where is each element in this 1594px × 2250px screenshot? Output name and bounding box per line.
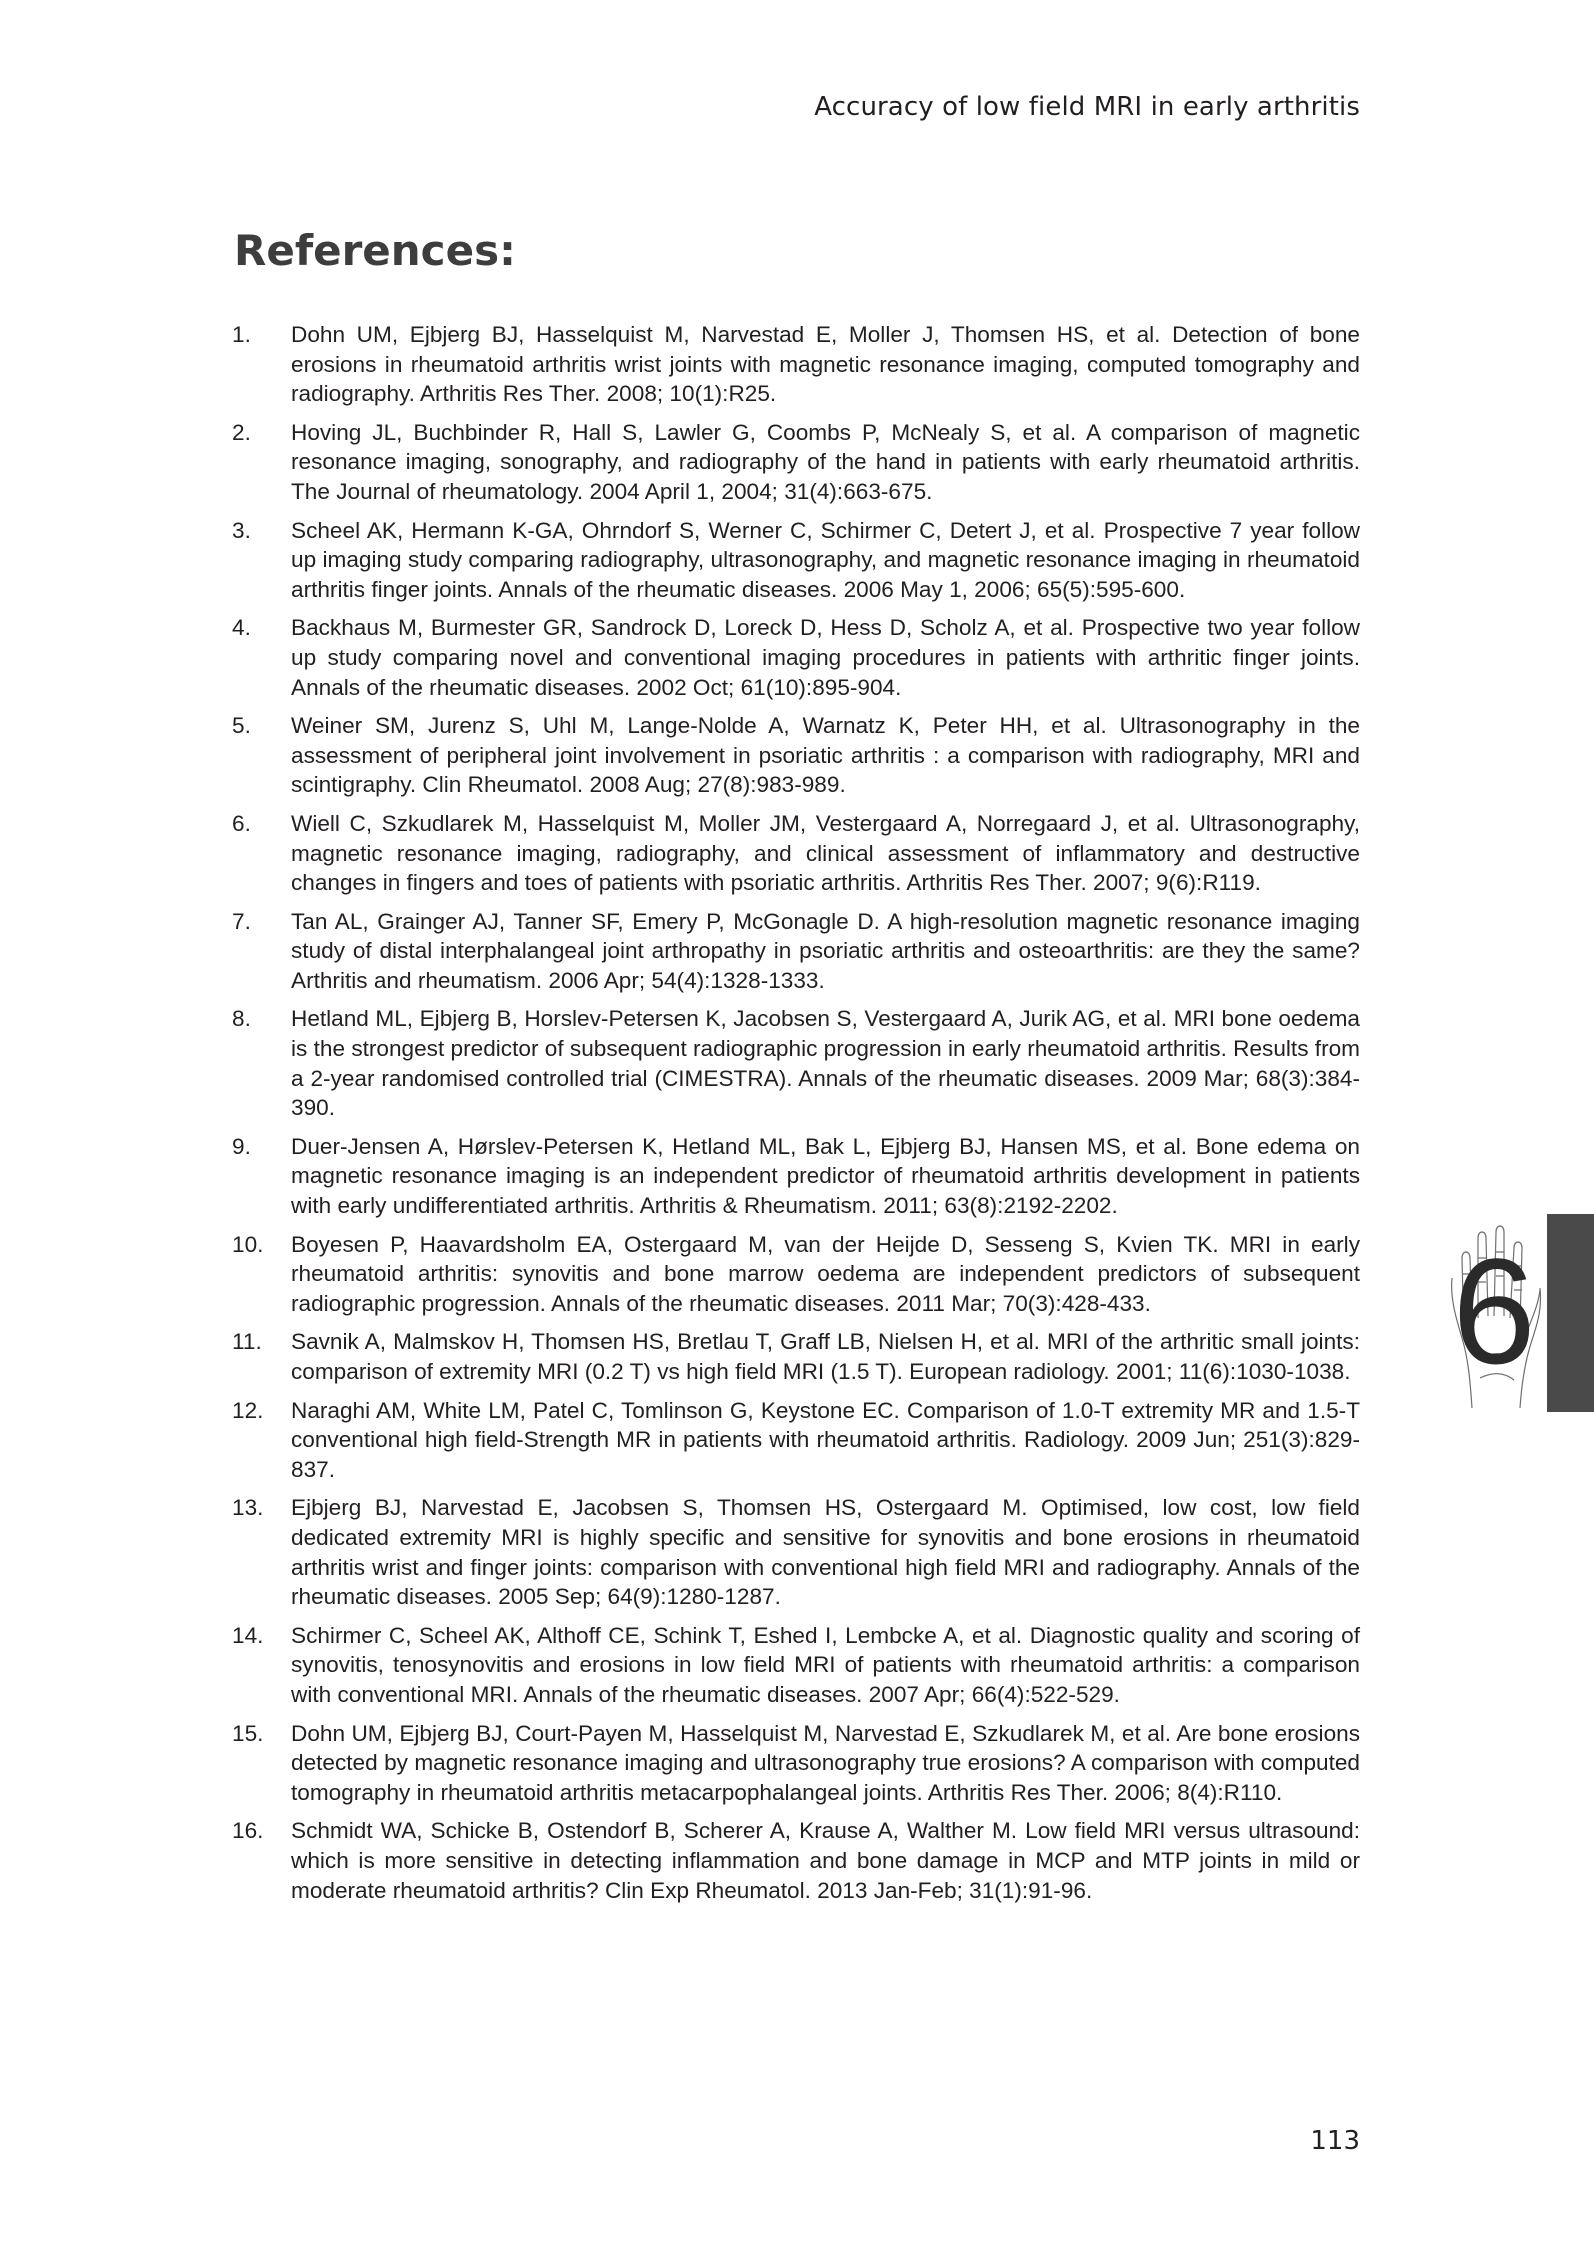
chapter-tab: [1547, 1214, 1594, 1412]
reference-text: Dohn UM, Ejbjerg BJ, Hasselquist M, Narvestad E, Moller J, Thomsen HS, et al. Detection of bone erosions in rheumatoid arthritis wrist joints with magnetic resonance imaging, computed tomography and radiography. Arthritis Res Ther. 2008; 10(1):R25.: [291, 322, 1360, 407]
reference-number: 8.: [232, 1006, 251, 1032]
reference-text: Hoving JL, Buchbinder R, Hall S, Lawler G, Coombs P, McNealy S, et al. A comparison of magnetic resonance imaging, sonography, and radiography of the hand in patients with early rheumatoid arthritis. The Journal of rheumatology. 2004 April 1, 2004; 31(4):663-675.: [291, 419, 1360, 504]
reference-number: 2.: [232, 419, 251, 445]
reference-number: 9.: [232, 1133, 251, 1159]
reference-item: [232, 320, 1360, 409]
reference-item: [232, 418, 1360, 507]
reference-text: Wiell C, Szkudlarek M, Hasselquist M, Moller JM, Vestergaard A, Norregaard J, et al. Ultrasonography, magnetic resonance imaging, radiography, and clinical assessment of inflammatory and destructive changes in fingers and toes of patients with psoriatic arthritis. Arthritis Res Ther. 2007; 9(6):R119.: [291, 810, 1360, 896]
reference-item: [232, 613, 1360, 702]
reference-list: [232, 320, 1360, 1914]
reference-text: Savnik A, Malmskov H, Thomsen HS, Bretlau T, Graff LB, Nielsen H, et al. MRI of the arthritic small joints: comparison of extremity MRI (0.2 T) vs high field MRI (1.5 T). European radiology. 2001; 11(6):1030-1038.: [291, 1329, 1360, 1384]
reference-item: [232, 1396, 1360, 1485]
reference-text: Naraghi AM, White LM, Patel C, Tomlinson G, Keystone EC. Comparison of 1.0-T extremity MR and 1.5-T conventional high field-Strength MR in patients with rheumatoid arthritis. Radiology. 2009 Jun; 251(3):829-837.: [291, 1397, 1360, 1482]
reference-item: [232, 1327, 1360, 1386]
reference-number: 5.: [232, 713, 251, 739]
reference-text: Ejbjerg BJ, Narvestad E, Jacobsen S, Thomsen HS, Ostergaard M. Optimised, low cost, low field dedicated extremity MRI is highly specific and sensitive for synovitis and bone erosions in rheumatoid arthritis wrist and finger joints: comparison with conventional high field MRI and radiography. Annals of the rheumatic diseases. 2005 Sep; 64(9):1280-1287.: [291, 1495, 1360, 1610]
reference-item: [232, 1230, 1360, 1319]
reference-number: 12.: [232, 1397, 264, 1423]
reference-item: [232, 711, 1360, 800]
reference-item: [232, 1621, 1360, 1710]
reference-text: Weiner SM, Jurenz S, Uhl M, Lange-Nolde A, Warnatz K, Peter HH, et al. Ultrasonography in the assessment of peripheral joint involvement in psoriatic arthritis : a comparison with radiography, MRI and scintigraphy. Clin Rheumatol. 2008 Aug; 27(8):983-989.: [291, 713, 1360, 798]
reference-item: [232, 1816, 1360, 1905]
reference-number: 3.: [232, 517, 251, 543]
reference-text: Backhaus M, Burmester GR, Sandrock D, Loreck D, Hess D, Scholz A, et al. Prospective two year follow up study comparing novel and conventional imaging procedures in patients with arthritic finger joints. Annals of the rheumatic diseases. 2002 Oct; 61(10):895-904.: [291, 615, 1360, 700]
reference-number: 7.: [232, 908, 251, 934]
reference-number: 15.: [232, 1720, 264, 1746]
page-number: 113: [1310, 2126, 1360, 2156]
reference-item: [232, 809, 1360, 898]
reference-item: [232, 1719, 1360, 1808]
reference-number: 16.: [232, 1818, 264, 1844]
reference-item: [232, 1004, 1360, 1122]
reference-text: Dohn UM, Ejbjerg BJ, Court-Payen M, Hasselquist M, Narvestad E, Szkudlarek M, et al. Are bone erosions detected by magnetic resonance imaging and ultrasonography true erosions? A comparison with computed tomography in rheumatoid arthritis metacarpophalangeal joints. Arthritis Res Ther. 2006; 8(4):R110.: [291, 1720, 1360, 1805]
reference-text: Tan AL, Grainger AJ, Tanner SF, Emery P, McGonagle D. A high-resolution magnetic resonance imaging study of distal interphalangeal joint arthropathy in psoriatic arthritis and osteoarthritis: are they the same? Arthritis and rheumatism. 2006 Apr; 54(4):1328-1333.: [291, 908, 1360, 993]
page-title: References:: [234, 226, 516, 275]
reference-text: Boyesen P, Haavardsholm EA, Ostergaard M, van der Heijde D, Sesseng S, Kvien TK. MRI in early rheumatoid arthritis: synovitis and bone marrow oedema are independent predictors of subsequent radiographic progression. Annals of the rheumatic diseases. 2011 Mar; 70(3):428-433.: [291, 1231, 1360, 1316]
reference-item: [232, 907, 1360, 996]
reference-item: [232, 1493, 1360, 1611]
reference-text: Scheel AK, Hermann K-GA, Ohrndorf S, Werner C, Schirmer C, Detert J, et al. Prospective 7 year follow up imaging study comparing radiography, ultrasonography, and magnetic resonance imaging in rheumatoid arthritis finger joints. Annals of the rheumatic diseases. 2006 May 1, 2006; 65(5):595-600.: [291, 517, 1360, 602]
reference-text: Hetland ML, Ejbjerg B, Horslev-Petersen K, Jacobsen S, Vestergaard A, Jurik AG, et al. MRI bone oedema is the strongest predictor of subsequent radiographic progression in early rheumatoid arthritis. Results from a 2-year randomised controlled trial (CIMESTRA). Annals of the rheumatic diseases. 2009 Mar; 68(3):384-390.: [291, 1006, 1360, 1121]
reference-number: 4.: [232, 615, 251, 641]
reference-text: Schirmer C, Scheel AK, Althoff CE, Schink T, Eshed I, Lembcke A, et al. Diagnostic quality and scoring of synovitis, tenosynovitis and erosions in low field MRI of patients with rheumatoid arthritis: a comparison with conventional MRI. Annals of the rheumatic diseases. 2007 Apr; 66(4):522-529.: [291, 1622, 1360, 1707]
reference-number: 10.: [232, 1231, 264, 1257]
reference-item: [232, 1132, 1360, 1221]
reference-number: 6.: [232, 810, 251, 836]
reference-number: 1.: [232, 322, 251, 347]
chapter-number: 6: [1452, 1227, 1536, 1395]
running-header: Accuracy of low field MRI in early arthritis: [814, 92, 1360, 122]
reference-text: Schmidt WA, Schicke B, Ostendorf B, Scherer A, Krause A, Walther M. Low field MRI versus ultrasound: which is more sensitive in detecting inflammation and bone damage in MCP and MTP joints in mild or moderate rheumatoid arthritis? Clin Exp Rheumatol. 2013 Jan-Feb; 31(1):91-96.: [291, 1818, 1360, 1903]
reference-item: [232, 516, 1360, 605]
reference-number: 14.: [232, 1622, 264, 1648]
reference-text: Duer-Jensen A, Hørslev-Petersen K, Hetland ML, Bak L, Ejbjerg BJ, Hansen MS, et al. Bone edema on magnetic resonance imaging is an independent predictor of rheumatoid arthritis development in patients with early undifferentiated arthritis. Arthritis & Rheumatism. 2011; 63(8):2192-2202.: [291, 1133, 1360, 1219]
reference-number: 11.: [232, 1329, 262, 1355]
reference-number: 13.: [232, 1495, 264, 1521]
